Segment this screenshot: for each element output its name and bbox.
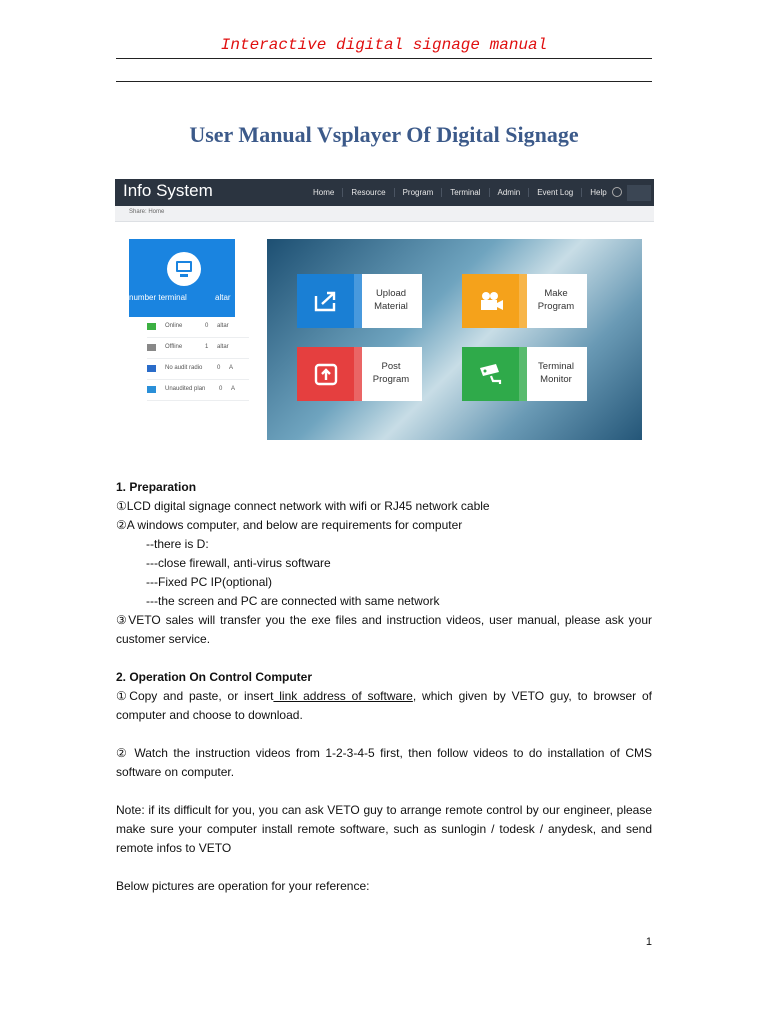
function-cards-panel <box>267 239 642 440</box>
card-terminal-monitor <box>462 347 587 401</box>
nav-help: Help <box>581 188 614 197</box>
card-make-program <box>462 274 587 328</box>
software-screenshot <box>115 179 654 445</box>
card-label: Terminal Monitor <box>538 361 574 385</box>
prep-sub-4: ---the screen and PC are connected with same network <box>146 594 440 608</box>
nav-admin: Admin <box>489 188 529 197</box>
nav-resource: Resource <box>342 188 393 197</box>
prep-item-3: ③VETO sales will transfer you the exe files and instruction videos, user manual, please ask your customer service. <box>116 613 652 646</box>
nav-terminal: Terminal <box>441 188 488 197</box>
stat-unaudited-plan: Unaudited plan 0 A <box>147 380 249 401</box>
card-label: Post Program <box>372 361 410 385</box>
nav-program: Program <box>394 188 442 197</box>
operation-note: Note: if its difficult for you, you can ask VETO guy to arrange remote control by our engineer, please make sure your computer install remote software, such as sunlogin / todesk / anydesk, and send remote infos to VETO <box>116 803 652 855</box>
operation-step-2: ② Watch the instruction videos from 1-2-3-4-5 first, then follow videos to do installation of CMS software on computer. <box>116 746 652 779</box>
nav-event-log: Event Log <box>528 188 581 197</box>
upload-icon <box>313 288 339 314</box>
section-heading-operation: 2. Operation On Control Computer <box>116 670 313 684</box>
section-heading-preparation: 1. Preparation <box>116 480 197 494</box>
offline-icon <box>147 344 156 351</box>
prep-item-2: ②A windows computer, and below are requirements for computer <box>116 518 463 532</box>
terminal-tile <box>129 239 235 317</box>
terminal-stats-panel <box>129 239 235 442</box>
operation-reference: Below pictures are operation for your reference: <box>116 879 370 893</box>
app-breadcrumb <box>115 206 654 222</box>
calendar-icon <box>147 386 156 393</box>
app-logo: Info System <box>123 181 213 200</box>
stat-online: Online 0 altar <box>147 317 249 338</box>
card-label: Upload Material <box>374 288 408 312</box>
header-rule-bottom <box>116 81 652 82</box>
running-header: Interactive digital signage manual <box>220 36 548 54</box>
page-number: 1 <box>645 936 652 948</box>
corner-block <box>627 185 651 201</box>
user-icon <box>612 187 622 197</box>
online-icon <box>147 323 156 330</box>
card-upload-material <box>297 274 422 328</box>
document-title: User Manual Vsplayer Of Digital Signage <box>189 122 579 147</box>
breadcrumb-text: Share: Home <box>129 209 165 215</box>
stat-no-audit-radio: No audit radio 0 A <box>147 359 249 380</box>
prep-sub-1: --there is D: <box>146 537 209 551</box>
cctv-icon <box>478 361 504 387</box>
prep-item-1: ①LCD digital signage connect network with wifi or RJ45 network cable <box>116 499 490 513</box>
prep-sub-2: ---close firewall, anti-virus software <box>146 556 331 570</box>
share-icon <box>313 361 339 387</box>
terminal-tile-label: number terminal altar <box>129 293 231 302</box>
audit-icon <box>147 365 156 372</box>
card-label: Make Program <box>537 288 575 312</box>
operation-step-1: ①Copy and paste, or insert link address of software, which given by VETO guy, to browser of computer and choose to download. <box>116 689 652 722</box>
monitor-icon <box>167 252 201 286</box>
app-top-bar <box>115 179 654 206</box>
stat-offline: Offline 1 altar <box>147 338 249 359</box>
header-rule-top <box>116 58 652 59</box>
app-nav <box>305 179 615 206</box>
camera-icon <box>478 288 504 314</box>
prep-sub-3: ---Fixed PC IP(optional) <box>146 575 273 589</box>
nav-home: Home <box>313 188 335 197</box>
software-link[interactable]: link address of software <box>273 689 413 703</box>
card-post-program <box>297 347 422 401</box>
